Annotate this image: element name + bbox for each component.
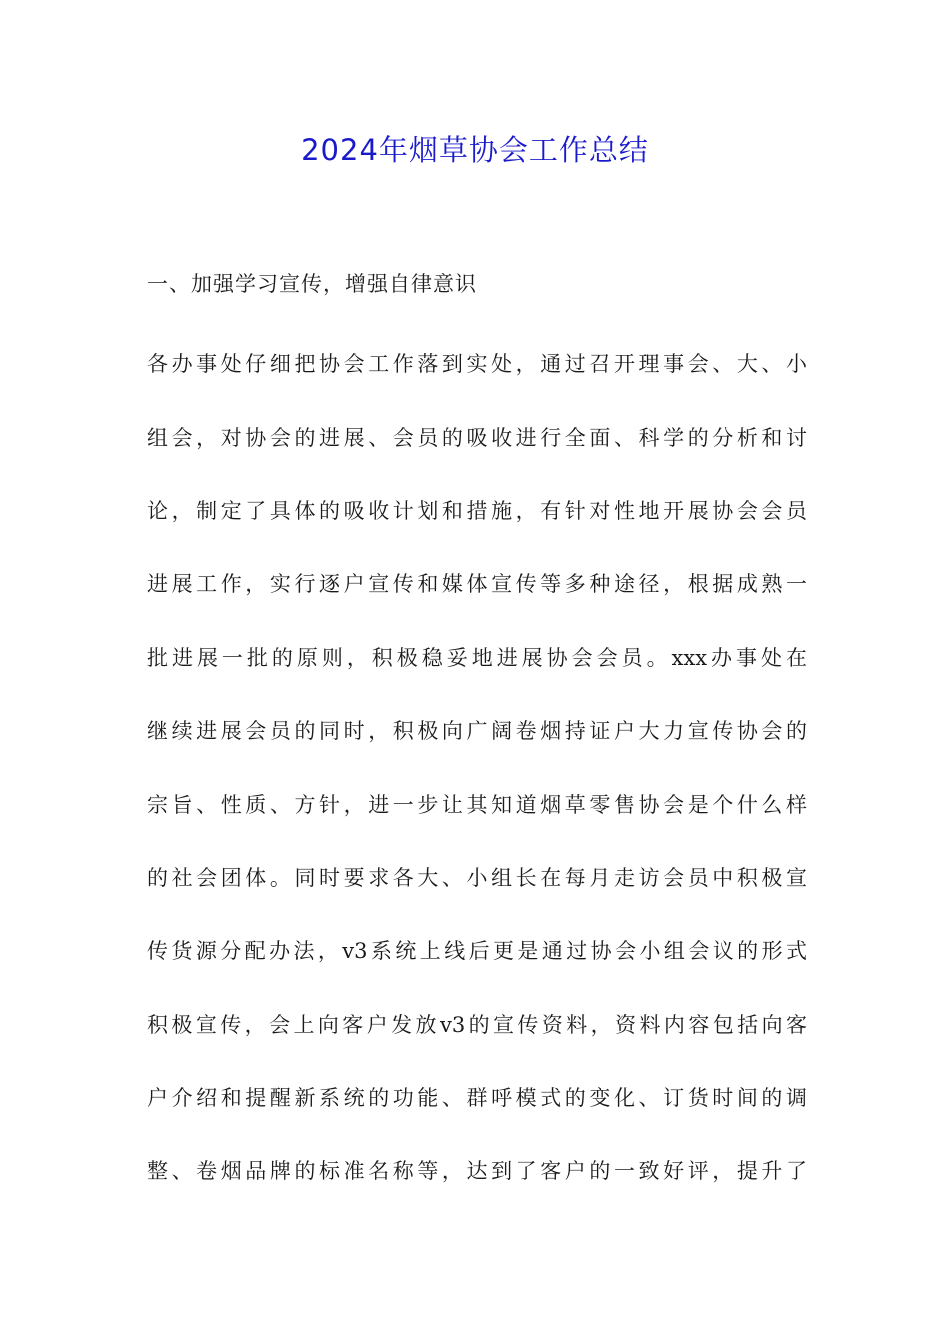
section-heading: 一、加强学习宣传，增强自律意识: [147, 272, 477, 296]
body-line: 整、卷烟品牌的标准名称等，达到了客户的一致好评，提升了: [147, 1159, 807, 1183]
body-line: 各办事处仔细把协会工作落到实处，通过召开理事会、大、小: [147, 352, 807, 376]
body-line: 进展工作，实行逐户宣传和媒体宣传等多种途径，根据成熟一: [147, 572, 807, 596]
body-line: 户介绍和提醒新系统的功能、群呼模式的变化、订货时间的调: [147, 1086, 807, 1110]
body-line: 组会，对协会的进展、会员的吸收进行全面、科学的分析和讨: [147, 426, 807, 450]
body-line: 继续进展会员的同时，积极向广阔卷烟持证户大力宣传协会的: [147, 719, 807, 743]
body-line: 宗旨、性质、方针，进一步让其知道烟草零售协会是个什么样: [147, 793, 807, 817]
page-title: 2024年烟草协会工作总结: [301, 133, 649, 167]
body-line: 积极宣传，会上向客户发放v3的宣传资料，资料内容包括向客: [147, 1013, 807, 1037]
body-line: 传货源分配办法，v3系统上线后更是通过协会小组会议的形式: [147, 939, 807, 963]
body-line: 批进展一批的原则，积极稳妥地进展协会会员。xxx办事处在: [147, 646, 807, 670]
body-line: 的社会团体。同时要求各大、小组长在每月走访会员中积极宣: [147, 866, 807, 890]
body-line: 论，制定了具体的吸收计划和措施，有针对性地开展协会会员: [147, 499, 807, 523]
